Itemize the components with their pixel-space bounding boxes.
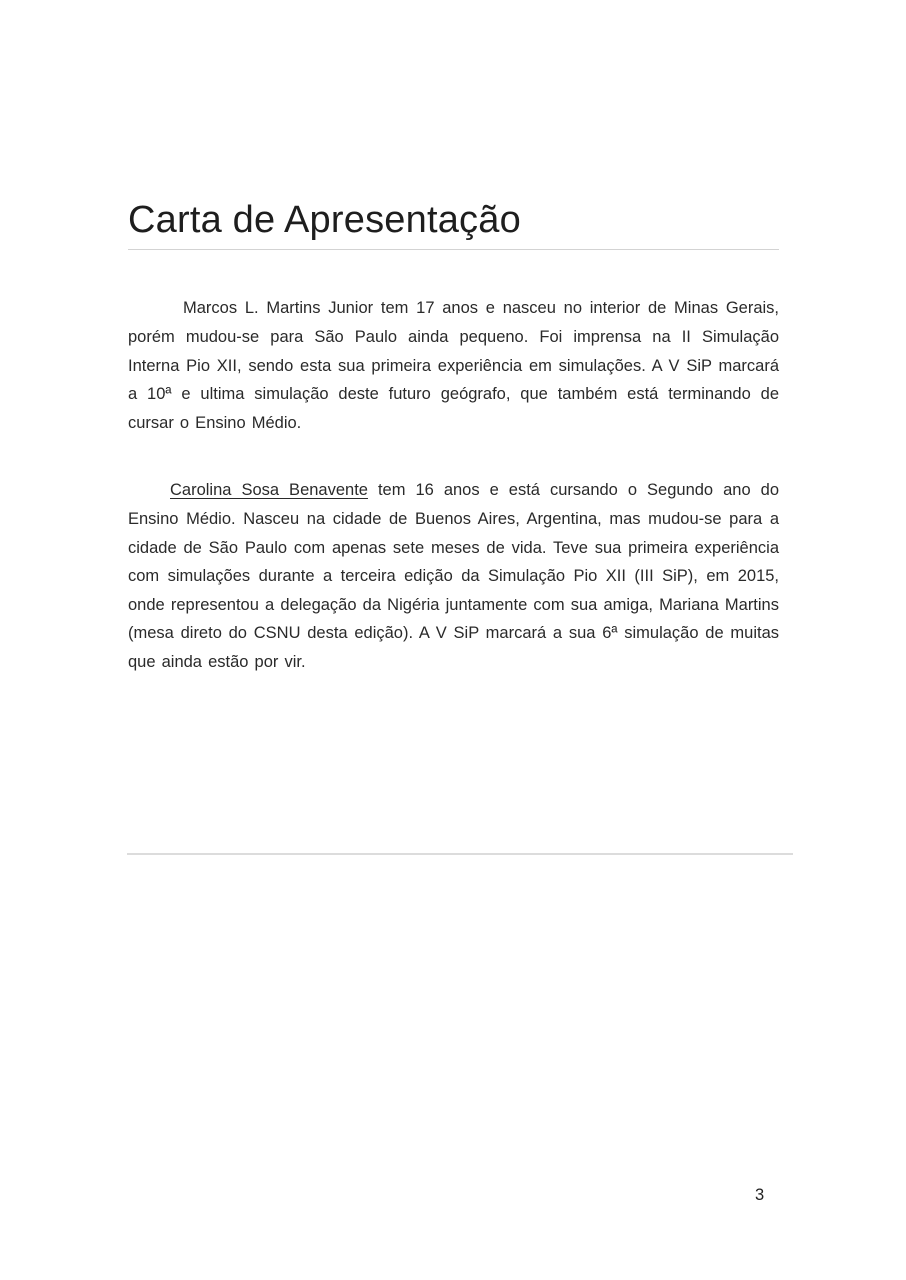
horizontal-rule bbox=[127, 853, 793, 855]
page-title: Carta de Apresentação bbox=[128, 0, 779, 250]
person-name-carolina: Carolina Sosa Benavente bbox=[170, 481, 368, 500]
page-number: 3 bbox=[755, 1186, 765, 1204]
paragraph-carolina bbox=[128, 476, 779, 676]
document-content bbox=[128, 0, 779, 855]
paragraph-marcos bbox=[128, 294, 779, 437]
person-name-marcos: Marcos L. Martins Junior bbox=[183, 299, 374, 318]
paragraph-marcos-text: tem 17 anos e nasceu no interior de Minas Gerais, porém mudou-se para São Paulo ainda pequeno. Foi imprensa na II Simulação Interna Pio XII, sendo esta sua primeira experiência em simulações. A V SiP marcará a 10ª e ultima simulação deste futuro geógrafo, que também está terminando de cursar o Ensino Médio. bbox=[128, 299, 779, 432]
paragraph-carolina-text: tem 16 anos e está cursando o Segundo ano do Ensino Médio. Nasceu na cidade de Buenos Aires, Argentina, mas mudou-se para a cidade de São Paulo com apenas sete meses de vida. Teve sua primeira experiência com simulações durante a terceira edição da Simulação Pio XII (III SiP), em 2015, onde representou a delegação da Nigéria juntamente com sua amiga, Mariana Martins (mesa direto do CSNU desta edição). A V SiP marcará a sua 6ª simulação de muitas que ainda estão por vir. bbox=[128, 481, 779, 671]
